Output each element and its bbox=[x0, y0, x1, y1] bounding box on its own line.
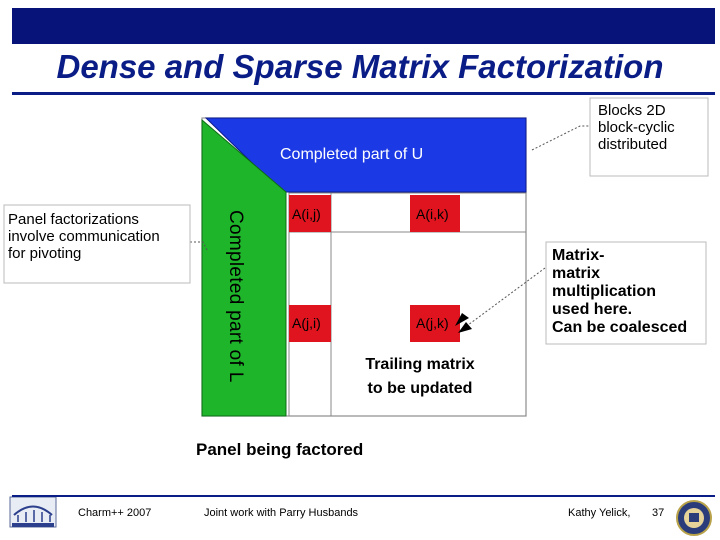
cell-a-ji-label: A(j,i) bbox=[292, 315, 321, 331]
cell-a-ij-label: A(i,j) bbox=[292, 206, 321, 222]
page-number: 37 bbox=[652, 507, 665, 519]
panel-factorizations-callout bbox=[8, 211, 160, 262]
matrix-mult-line-5: Can be coalesced bbox=[552, 319, 688, 336]
blocks-2d-callout bbox=[598, 102, 675, 153]
matrix-mult-line-4: used here. bbox=[552, 301, 633, 318]
matrix-mult-callout bbox=[552, 247, 687, 337]
panel-fact-line-2: involve communication bbox=[8, 228, 160, 245]
trailing-line-2: to be updated bbox=[367, 380, 473, 397]
footer-left: Charm++ 2007 bbox=[78, 507, 152, 519]
cell-a-jk-label: A(j,k) bbox=[416, 315, 449, 331]
blocks-2d-line-1: Blocks 2D bbox=[598, 102, 666, 119]
panel-being-factored-label: Panel being factored bbox=[196, 440, 364, 459]
uc-seal-logo-icon bbox=[677, 501, 711, 535]
slide-title: Dense and Sparse Matrix Factorization bbox=[56, 48, 664, 85]
completed-u-label: Completed part of U bbox=[280, 146, 424, 163]
trailing-matrix-label bbox=[340, 353, 500, 401]
panel-fact-line-3: for pivoting bbox=[8, 245, 82, 262]
completed-l-label: Completed part of L bbox=[225, 210, 246, 383]
panel-fact-line-1: Panel factorizations bbox=[8, 211, 139, 228]
footer-right: Kathy Yelick, bbox=[568, 507, 631, 519]
trailing-line-1: Trailing matrix bbox=[365, 356, 475, 373]
blocks-2d-connector bbox=[532, 126, 596, 150]
matrix-mult-line-3: multiplication bbox=[552, 283, 656, 300]
matrix-mult-line-1: Matrix- bbox=[552, 247, 605, 264]
blocks-2d-line-2: block-cyclic bbox=[598, 119, 675, 136]
berkeley-lab-logo-icon bbox=[10, 497, 56, 527]
footer-rule bbox=[12, 495, 715, 497]
matrix-mult-connector bbox=[464, 268, 545, 328]
footer-center: Joint work with Parry Husbands bbox=[204, 507, 359, 519]
blocks-2d-line-3: distributed bbox=[598, 136, 668, 153]
cell-a-ik-label: A(i,k) bbox=[416, 206, 449, 222]
matrix-mult-line-2: matrix bbox=[552, 265, 601, 282]
